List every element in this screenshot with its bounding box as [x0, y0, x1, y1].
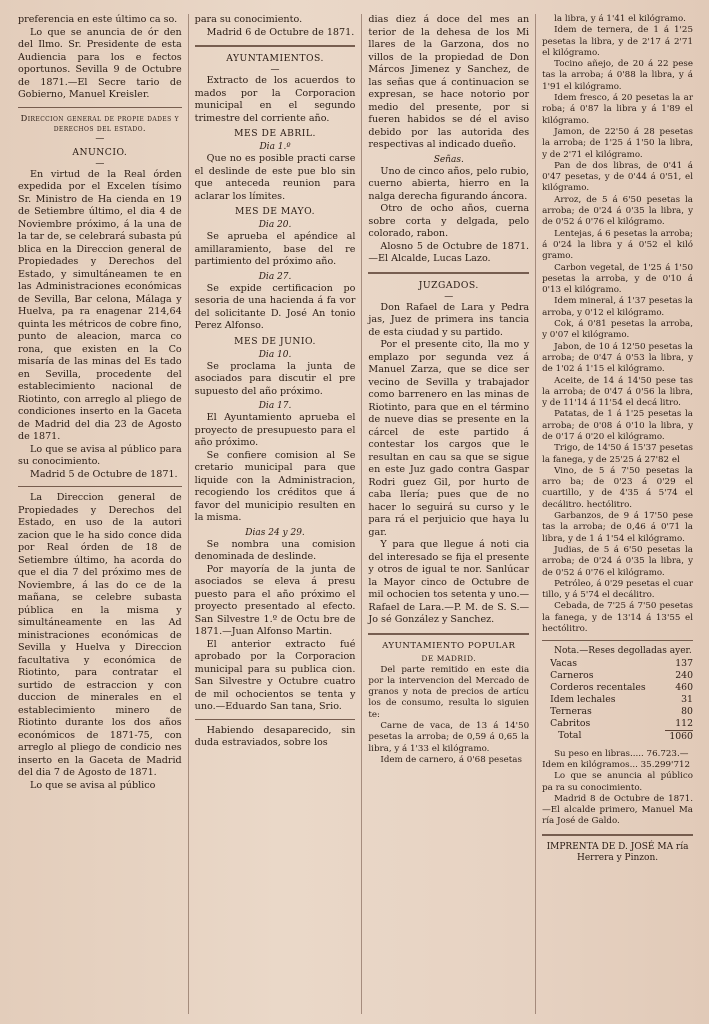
- reses-value: 112: [675, 717, 693, 729]
- reses-table: [542, 658, 693, 743]
- heading-mes-abril: MES DE ABRIL.: [234, 128, 316, 139]
- price-item: Aceite, de 14 á 14'50 pese tas la arroba; de 0'47 á 0'56 la libra, y de 11'14 á 11'54 el decá litro.: [542, 375, 693, 409]
- paragraph-madrid-date: Madrid 8 de Octubre de 1871. —El alcalde primero, Manuel Ma ría José de Galdo.: [542, 793, 693, 827]
- column-rule: [361, 14, 362, 1014]
- heading-ayuntamientos: AYUNTAMIENTOS.: [226, 53, 324, 64]
- reses-total-row: [542, 730, 693, 743]
- paragraph-dias: dias diez á doce del mes an terior de la dehesa de los Mi llares de la Garzona, dos no villos de la propiedad de Don Márcos Jimenez y Sanchez, de las señas que á continuacion se expresan, se hace notorio por medio del presente, por si fueren habidos se dé el aviso debido por las autorida des respectivas al indicado dueño.: [368, 14, 530, 150]
- dash-separator: —: [95, 133, 105, 144]
- paragraph-lo-que: Lo que se anuncia al público pa ra su conocimiento.: [542, 771, 693, 793]
- column-rule: [535, 14, 536, 1014]
- paragraph-dia-17a: El Ayuntamiento aprueba el proyecto de presupuesto para el año próximo.: [194, 412, 356, 448]
- divider: [542, 834, 693, 836]
- peso-kilos: Idem en kilógramos... 35.299'712: [542, 759, 691, 770]
- reses-total-value: 1060: [665, 730, 693, 743]
- column-2: [189, 14, 362, 1014]
- date-dia-1: Dia 1.º: [259, 142, 291, 152]
- price-item: Cok, á 0'81 pesetas la arroba, y 0'07 el kilógramo.: [542, 319, 693, 341]
- columns: [12, 14, 699, 1014]
- price-item: Cebada, de 7'25 á 7'50 pesetas la fanega, y de 13'14 á 13'55 el hectólitro.: [542, 601, 693, 635]
- paragraph-madrid-date: Madrid 6 de Octubre de 1871.: [206, 26, 355, 38]
- paragraph-dia-27: Se expide certificacion po sesoria de una hacienda á fa vor del solicitante D. José An tonio Perez Alfonso.: [194, 282, 356, 331]
- column-4: [536, 14, 699, 1014]
- price-item: Trigo, de 14'50 á 15'37 pesetas la fanega, y de 25'25 á 27'82 el: [542, 443, 693, 465]
- paragraph-rafael: Don Rafael de Lara y Pedra jas, Juez de primera ins tancia de esta ciudad y su partido.: [368, 301, 530, 338]
- paragraph-dia-20: Se aprueba el apéndice al amillaramiento, base del re partimiento del próximo año.: [194, 231, 356, 267]
- paragraph-avisa-2: Lo que se avisa al público: [30, 779, 156, 791]
- reses-row: [542, 706, 693, 718]
- price-item: Petróleo, á 0'29 pesetas el cuar tillo, y á 5'74 el decálitro.: [542, 578, 693, 601]
- reses-row: [542, 658, 693, 670]
- date-dia-17: Dia 17.: [258, 401, 292, 411]
- price-item: Tocino añejo, de 20 á 22 pese tas la arroba; á 0'88 la libra, y á 1'91 el kilógramo.: [542, 59, 693, 92]
- column-3: [362, 14, 535, 1014]
- price-carne-vaca: Carne de vaca, de 13 á 14'50 pesetas la arroba; de 0,59 á 0,65 la libra, y á 1'33 el kilógramo.: [368, 720, 530, 754]
- reses-value: 460: [675, 681, 693, 693]
- paragraph-dia-24a: Se nombra una comision denominada de deslinde.: [194, 538, 356, 562]
- reses-label: Carneros: [550, 669, 594, 681]
- paragraph-real-orden: En virtud de la Real órden expedida por el Excelen tísimo Sr. Ministro de Ha cienda en 19 de Setiembre último, el dia 4 de Noviembre próximo, á la una de la tar de, se celebrará subasta pú blica en la Direccion general de Propiedades y Derechos del Estado, y simultáneamen te en las Administraciones económicas de Sevilla, Bar celona, Málaga y Huelva, pa ra enagenar 214,64 quinta les métricos de cobre fino, punto de aleacion, marca co rona, que existen en la Co misaría de las minas del Es tado en Sevilla, procedente del establecimiento nacional de Riotinto, con arreglo al pliego de condiciones inserto en la Gaceta de Madrid del dia 23 de Agosto de 1871.: [18, 168, 182, 442]
- heading-mes-junio: MES DE JUNIO.: [234, 335, 316, 347]
- date-dia-27: Dia 27.: [258, 271, 292, 282]
- paragraph-madrid-date: Madrid 5 de Octubre de 1871.: [30, 468, 178, 480]
- date-dia-20: Dia 20.: [258, 220, 292, 230]
- reses-value: 240: [675, 669, 693, 681]
- heading-ayuntamiento-popular: AYUNTAMIENTO POPULAR: [382, 640, 516, 651]
- divider: [368, 272, 529, 274]
- price-item: Jabon, de 10 á 12'50 pesetas la arroba; de 0'47 á 0'53 la libra, y de 1'02 á 1'15 el kilógramo.: [542, 341, 693, 375]
- price-item: Garbanzos, de 9 á 17'50 pese tas la arroba; de 0,46 á 0'71 la libra, y de 1 á 1'54 el kilógramo.: [542, 511, 693, 544]
- price-item: Lentejas, á 6 pesetas la arroba; á 0'24 la libra y á 0'52 el kiló gramo.: [542, 228, 693, 262]
- dash-separator: —: [444, 291, 454, 302]
- paragraph-habiendo: Habiendo desaparecido, sin duda estraviados, sobre los: [194, 724, 356, 748]
- paragraph-lo-que: Lo que se anuncia de ór den del Ilmo. Sr. Presidente de esta Audiencia para los e fectos oportunos. Sevilla 9 de Octubre de 1871.—El Secre tario de Gobierno, Manuel Kreisler.: [18, 26, 182, 100]
- reses-value: 80: [681, 705, 693, 717]
- heading-juzgados: JUZGADOS.: [418, 279, 479, 291]
- price-item: Arroz, de 5 á 6'50 pesetas la arroba; de 0'24 á 0'35 la libra, y de 0'52 á 0'76 el kilógramo.: [542, 194, 693, 228]
- reses-row: [542, 670, 693, 682]
- paragraph-para-que: Y para que llegue á noti cia del interesado se fija el presente y otros de igual te nor. Sanlúcar la Mayor cinco de Octubre de mil ochocien tos setenta y uno.—Rafael de Lara.—P. M. de S. S.—Jo sé González y Sanchez.: [368, 539, 530, 625]
- imprenta: IMPRENTA DE D. JOSÉ MA ría Herrera y Pinzon.: [546, 841, 689, 863]
- price-item: Idem de ternera, de 1 á 1'25 pesetas la libra, y de 2'17 á 2'71 el kilógramo.: [542, 25, 693, 58]
- heading-de-madrid: DE MADRID.: [421, 653, 477, 663]
- price-item: Jamon, de 22'50 á 28 pesetas la arroba; de 1'25 á 1'50 la libra, y de 2'71 el kilógramo.: [542, 126, 693, 160]
- paragraph-uno: Uno de cinco años, pelo rubio, cuerno abierta, hierro en la nalga derecha figurando áncora.: [368, 165, 530, 202]
- price-item: Carbon vegetal, de 1'25 á 1'50 pesetas la arroba, y de 0'10 á 0'13 el kilógramo.: [542, 262, 693, 296]
- reses-label: Corderos recentales: [550, 681, 646, 693]
- paragraph-parte: Del parte remitido en este dia por la intervencion del Mercado de granos y nota de precios de artícu los de consumo, resulta lo siguien te:: [368, 664, 530, 720]
- paragraph-extracto: Extracto de los acuerdos to mados por la Corporacion municipal en el segundo trimestre del corriente año.: [194, 75, 356, 124]
- price-carnero: Idem de carnero, á 0'68 pesetas: [380, 754, 522, 765]
- divider: [195, 45, 356, 47]
- reses-label: Vacas: [550, 657, 578, 669]
- price-item: Patatas, de 1 á 1'25 pesetas la arroba; de 0'08 á 0'10 la libra, y de 0'17 á 0'20 el kilógramo.: [542, 409, 693, 442]
- heading-senas: Señas.: [433, 154, 464, 165]
- paragraph-avisa: Lo que se avisa al público para su conocimiento.: [18, 443, 182, 467]
- column-rule: [188, 14, 189, 1014]
- reses-total-label: Total: [558, 730, 582, 742]
- price-item: Idem mineral, á 1'37 pesetas la arroba, y 0'12 el kilógramo.: [542, 296, 693, 318]
- dash-separator: —: [95, 158, 105, 169]
- paragraph-otro: Otro de ocho años, cuerna sobre corta y delgada, pelo colorado, rabon.: [368, 203, 530, 239]
- heading-anuncio: ANUNCIO.: [72, 146, 128, 158]
- heading-mes-mayo: MES DE MAYO.: [235, 206, 316, 217]
- reses-label: Idem lechales: [550, 693, 616, 705]
- nota-reses: Nota.—Reses degolladas ayer.: [554, 646, 692, 657]
- reses-label: Cabritos: [550, 717, 591, 729]
- peso-libras: Su peso en libras..... 76.723.—: [554, 748, 689, 759]
- divider: [18, 107, 182, 108]
- reses-row: [542, 694, 693, 706]
- paragraph-dia-17b: Se confiere comision al Se cretario municipal para que liquide con la Administracion, recogiendo los créditos que á favor del municipio resulten en la misma.: [194, 449, 356, 523]
- date-dia-10: Dia 10.: [258, 349, 292, 360]
- reses-row: [542, 682, 693, 694]
- reses-row: [542, 718, 693, 731]
- divider: [18, 486, 182, 487]
- paragraph-direccion-subasta: La Direccion general de Propiedades y Derechos del Estado, en uso de la autori zacion que le ha sido conce dida por Real órden de 18 de Setiembre último, ha acorda do que el dia 7 del próximo mes de Noviembre, á las do ce de la mañana, se celebre subasta pública en la misma y simultáneamente en las Ad ministraciones económicas de Sevilla y Huelva y Direccion facultativa y económica de Riotinto, para contratar el surtido de estraccion y con duccion de minerales en el establecimiento minero de Riotinto durante los dos años económicos de 1871-75, con arreglo al pliego de condicio nes inserto en la Gaceta de Madrid del dia 7 de Agosto de 1871.: [18, 492, 182, 778]
- reses-value: 137: [675, 657, 693, 669]
- paragraph-dia-1: Que no es posible practi carse el deslinde de este pue blo sin que anteceda reunion para aclarar los límites.: [194, 153, 356, 202]
- price-item: Judias, de 5 á 6'50 pesetas la arroba; de 0'24 á 0'35 la libra, y de 0'52 á 0'76 el kilógramo.: [542, 544, 693, 578]
- paragraph-preferencia: preferencia en este último ca so.: [18, 14, 178, 25]
- date-dias-24-29: Dias 24 y 29.: [245, 527, 305, 538]
- divider: [542, 640, 693, 641]
- price-item: Idem fresco, á 20 pesetas la ar roba; á 0'87 la libra y á 1'89 el kilógramo.: [542, 93, 693, 126]
- reses-label: Terneras: [550, 705, 592, 717]
- paragraph-alosno: Alosno 5 de Octubre de 1871.—El Alcalde, Lucas Lazo.: [368, 240, 530, 264]
- paragraph-anterior: El anterior extracto fué aprobado por la Corporacion municipal para su publica cion. San Silvestre y Octubre cuatro de mil ochocientos se tenta y uno.—Eduardo San tana, Srio.: [194, 638, 356, 712]
- paragraph-dia-24b: Por mayoría de la junta de asociados se eleva á presu puesto para el año próximo el proyecto presentado al efecto. San Silvestre 1.º de Octu bre de 1871.—Juan Alfonso Martin.: [194, 563, 356, 637]
- divider: [368, 633, 529, 635]
- column-1: [12, 14, 188, 1014]
- reses-value: 31: [681, 693, 693, 705]
- price-list: [542, 14, 693, 635]
- heading-direccion-general: Direccion general de propie dades y derechos del estado.: [20, 112, 179, 133]
- paragraph-dia-10: Se proclama la junta de asociados para discutir el pre supuesto del año próximo.: [194, 360, 356, 397]
- paragraph-presente: Por el presente cito, lla mo y emplazo por segunda vez á Manuel Zarza, que se dice ser vecino de Sevilla y trabajador como barrenero en las minas de Riotinto, para que en el término de nueve dias se presente en la cárcel de este partido á contestar los cargos que le resultan en cau sa que se sigue en este Juz gado contra Gaspar Rodri guez Gil, por hurto de caba llería; pues que de no hacer lo seguirá su curso y le para rá el perjuicio que haya lu gar.: [368, 339, 530, 538]
- divider: [195, 719, 356, 720]
- price-item: la libra, y á 1'41 el kilógramo.: [554, 14, 686, 24]
- dash-separator: —: [270, 65, 280, 75]
- paragraph-para: para su conocimiento.: [194, 14, 303, 25]
- price-item: Vino, de 5 á 7'50 pesetas la arro ba; de 0'23 á 0'29 el cuartillo, y de 4'35 á 5'74 el decálitro. hectólitro.: [542, 465, 693, 510]
- price-item: Pan de dos libras, de 0'41 á 0'47 pesetas, y de 0'44 á 0'51, el kilógramo.: [542, 160, 693, 194]
